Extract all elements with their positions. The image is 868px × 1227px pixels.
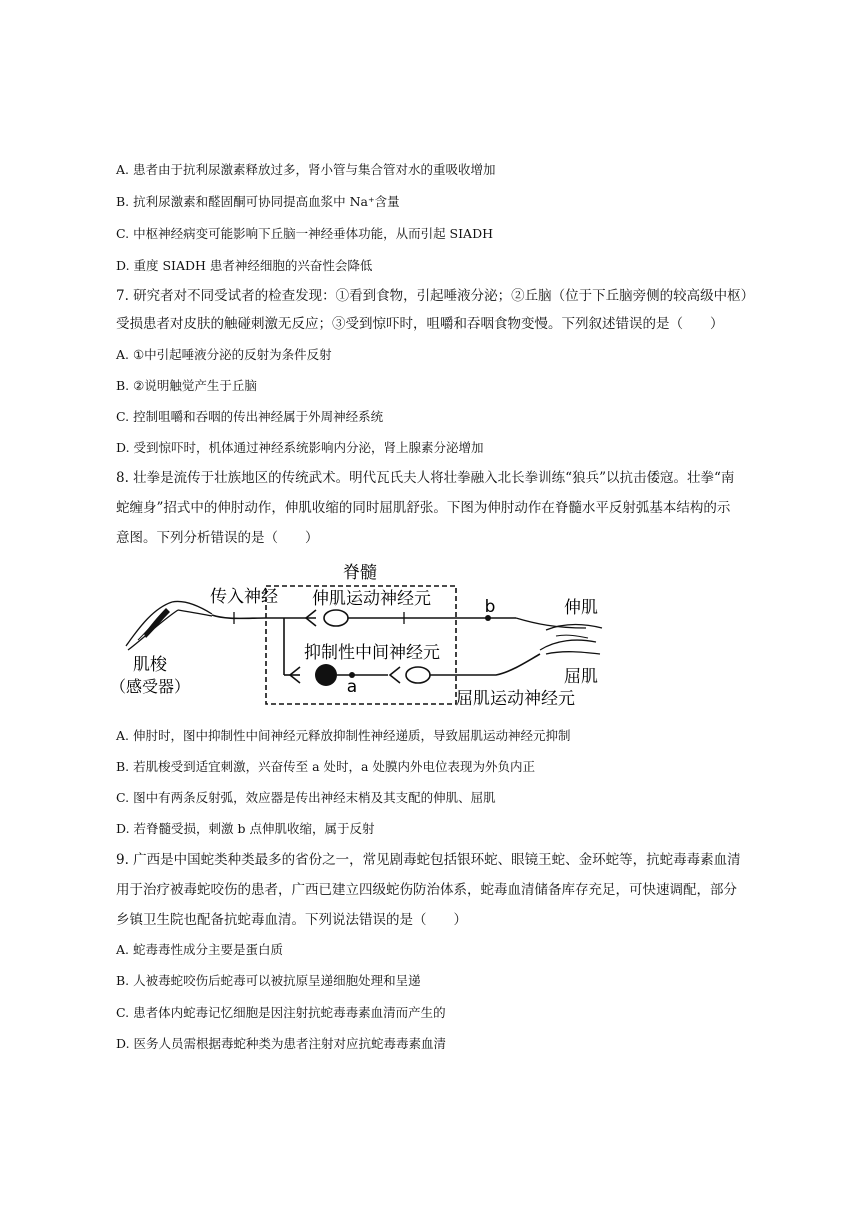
q8-option-d: D. 若脊髓受损，刺激 b 点伸肌收缩，属于反射: [116, 821, 375, 836]
q8-stem-line-3: 意图。下列分析错误的是（ ）: [116, 530, 319, 546]
extensor-motor-neuron-body: [324, 610, 348, 626]
q6-option-c: C. 中枢神经病变可能影响下丘脑一神经垂体功能，从而引起 SIADH: [116, 226, 493, 241]
q7-stem-line-1: 7. 研究者对不同受试者的检查发现：①看到食物，引起唾液分泌；②丘脑（位于下丘脑旁侧的较高级中枢）: [116, 288, 755, 304]
reflex-arc-diagram: [116, 558, 616, 718]
q8-option-b: B. 若肌梭受到适宜刺激，兴奋传至 a 处时，a 处膜内外电位表现为外负内正: [116, 759, 535, 774]
flexor-efferent-nerve: [430, 654, 540, 675]
flexor-motor-neuron-label: 屈肌运动神经元: [456, 689, 575, 709]
spindle-label: 肌梭: [133, 655, 167, 675]
q9-option-d: D. 医务人员需根据毒蛇种类为患者注射对应抗蛇毒毒素血清: [116, 1036, 447, 1051]
spinal-cord-label: 脊髓: [343, 563, 377, 583]
q7-option-b: B. ②说明触觉产生于丘脑: [116, 378, 257, 393]
q9-option-c: C. 患者体内蛇毒记忆细胞是因注射抗蛇毒毒素血清而产生的: [116, 1005, 446, 1020]
q9-stem-line-1: 9. 广西是中国蛇类种类最多的省份之一，常见剧毒蛇包括银环蛇、眼镜王蛇、金环蛇等，抗蛇毒毒素血清: [116, 852, 741, 868]
q6-option-d: D. 重度 SIADH 患者神经细胞的兴奋性会降低: [116, 258, 373, 273]
point-b-label: b: [484, 597, 496, 617]
flexor-label: 屈肌: [564, 667, 598, 687]
extensor-motor-neuron-label: 伸肌运动神经元: [312, 589, 431, 609]
q9-stem-line-3: 乡镇卫生院也配备抗蛇毒血清。下列说法错误的是（ ）: [116, 912, 467, 928]
q8-stem-line-2: 蛇缠身”招式中的伸肘动作，伸肌收缩的同时屈肌舒张。下图为伸肘动作在脊髓水平反射弧基本结构的示: [116, 500, 731, 516]
muscle-spindle-icon: [126, 602, 212, 651]
receptor-label: （感受器）: [116, 677, 191, 696]
afferent-nerve-label: 传入神经: [210, 587, 278, 607]
inhibitory-interneuron-label: 抑制性中间神经元: [304, 643, 440, 663]
point-a-label: a: [346, 677, 358, 697]
q9-option-b: B. 人被毒蛇咬伤后蛇毒可以被抗原呈递细胞处理和呈递: [116, 973, 421, 988]
flexor-motor-neuron-body: [406, 667, 430, 683]
q8-option-a: A. 伸肘时，图中抑制性中间神经元释放抑制性神经递质，导致屈肌运动神经元抑制: [116, 728, 571, 743]
reflex-arc-svg: [116, 558, 616, 718]
q9-stem-line-2: 用于治疗被毒蛇咬伤的患者，广西已建立四级蛇伤防治体系，蛇毒血清储备库存充足，可快速调配，部分: [116, 882, 737, 898]
inhibitory-interneuron-body: [315, 664, 337, 686]
q7-option-c: C. 控制咀嚼和吞咽的传出神经属于外周神经系统: [116, 409, 384, 424]
extensor-label: 伸肌: [564, 598, 598, 618]
q8-stem-line-1: 8. 壮拳是流传于壮族地区的传统武术。明代瓦氏夫人将壮拳融入北长拳训练“狼兵”以抗击倭寇。壮拳“南: [116, 470, 735, 486]
q7-option-a: A. ①中引起唾液分泌的反射为条件反射: [116, 347, 332, 362]
afferent-nerve: [212, 615, 316, 618]
q7-option-d: D. 受到惊吓时，机体通过神经系统影响内分泌，肾上腺素分泌增加: [116, 440, 484, 455]
q6-option-a: A. 患者由于抗利尿激素释放过多，肾小管与集合管对水的重吸收增加: [116, 162, 496, 177]
q8-option-c: C. 图中有两条反射弧，效应器是传出神经末梢及其支配的伸肌、屈肌: [116, 790, 496, 805]
arm-muscle-icon: [516, 618, 602, 654]
q9-option-a: A. 蛇毒毒性成分主要是蛋白质: [116, 942, 283, 957]
q6-option-b: B. 抗利尿激素和醛固酮可协同提高血浆中 Na⁺含量: [116, 194, 400, 209]
q7-stem-line-2: 受损患者对皮肤的触碰刺激无反应；③受到惊吓时，咀嚼和吞咽食物变慢。下列叙述错误的是（ ）: [116, 316, 724, 332]
